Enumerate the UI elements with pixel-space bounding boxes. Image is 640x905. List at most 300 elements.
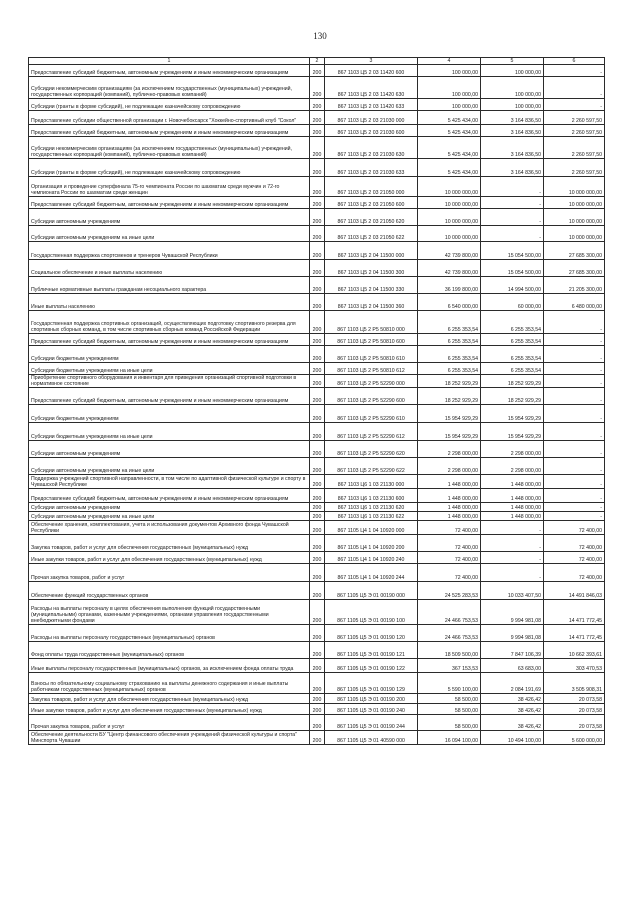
- row-value-col5: 38 426,42: [481, 694, 544, 704]
- table-row: [29, 659, 605, 673]
- row-code: 200: [310, 226, 325, 242]
- row-kbk-code: 867 1105 Ц4 1 04 10920 244: [325, 564, 418, 582]
- row-value-col5: 6 255 353,54: [481, 334, 544, 346]
- row-value-col4: 16 094 100,00: [418, 731, 481, 745]
- row-kbk-code: 867 1103 Ц5 2 04 11500 000: [325, 242, 418, 260]
- row-kbk-code: 867 1105 Ц5 Э 01 00190 000: [325, 582, 418, 600]
- row-value-col4: 10 000 000,00: [418, 177, 481, 197]
- row-kbk-code: 867 1103 Ц5 2 Р5 50810 600: [325, 334, 418, 346]
- row-value-col4: 42 739 800,00: [418, 242, 481, 260]
- row-name: Субсидии автономным учреждениям на иные цели: [29, 226, 310, 242]
- header-col-5: 5: [481, 58, 544, 65]
- row-value-col4: 6 540 000,00: [418, 294, 481, 311]
- row-name: Фонд оплаты труда государственных (муниципальных) органов: [29, 642, 310, 659]
- table-row: [29, 277, 605, 294]
- row-kbk-code: 867 1103 Ц5 2 03 21050 000: [325, 177, 418, 197]
- row-kbk-code: 867 1105 Ц4 1 04 10920 200: [325, 535, 418, 552]
- row-value-col4: 5 425 434,00: [418, 159, 481, 177]
- table-row: [29, 475, 605, 489]
- row-kbk-code: 867 1103 Ц5 2 Р5 50810 610: [325, 346, 418, 363]
- row-value-col5: 38 426,42: [481, 715, 544, 731]
- row-value-col5: 9 994 981,08: [481, 600, 544, 625]
- row-code: 200: [310, 564, 325, 582]
- row-name: Государственная поддержка спортивных организаций, осуществляющих подготовку спортивного резерва для спортивных сборных команд, в том числе спортивных сборных команд Российской Федерации: [29, 311, 310, 334]
- table-body: [29, 58, 605, 745]
- header-col-3: 3: [325, 58, 418, 65]
- table-row: [29, 512, 605, 521]
- row-value-col5: 100 000,00: [481, 77, 544, 99]
- row-value-col5: 15 954 929,29: [481, 423, 544, 441]
- row-name: Субсидии автономным учреждениям: [29, 503, 310, 512]
- row-code: 200: [310, 375, 325, 388]
- row-name: Обеспечение деятельности БУ "Центр финансового обеспечения учреждений физической культуры и спорта" Минспорта Чувашии: [29, 731, 310, 745]
- row-name: Расходы на выплаты персоналу государственных (муниципальных) органов: [29, 625, 310, 642]
- row-code: 200: [310, 731, 325, 745]
- row-value-col6: 14 471 772,45: [544, 625, 605, 642]
- row-value-col5: 2 084 191,69: [481, 673, 544, 694]
- row-value-col5: 63 683,00: [481, 659, 544, 673]
- row-name: Предоставление субсидий бюджетным, автономным учреждениям и иным некоммерческим организациям: [29, 489, 310, 503]
- row-name: Субсидии некоммерческим организациям (за исключением государственных (муниципальных) учреждений, государственных корпораций (компаний), публично-правовых компаний): [29, 77, 310, 99]
- row-value-col6: 27 685 300,00: [544, 260, 605, 277]
- row-value-col5: 18 252 929,29: [481, 375, 544, 388]
- row-kbk-code: 867 1103 Ц5 2 Р5 52290 612: [325, 423, 418, 441]
- row-value-col4: 5 425 434,00: [418, 137, 481, 159]
- row-kbk-code: 867 1105 Ц4 1 04 10920 000: [325, 521, 418, 535]
- row-value-col4: 100 000,00: [418, 77, 481, 99]
- row-code: 200: [310, 503, 325, 512]
- table-row: [29, 535, 605, 552]
- row-kbk-code: 867 1103 Ц5 2 04 11500 300: [325, 260, 418, 277]
- table-row: [29, 503, 605, 512]
- table-row: [29, 564, 605, 582]
- row-name: Приобретение спортивного оборудования и инвентаря для приведения организаций спортивной подготовки в нормативное состояние: [29, 375, 310, 388]
- row-value-col4: 18 252 929,29: [418, 375, 481, 388]
- row-name: Субсидии бюджетным учреждениям: [29, 405, 310, 423]
- row-name: Предоставление субсидий бюджетным, автономным учреждениям и иным некоммерческим организациям: [29, 388, 310, 405]
- row-kbk-code: 867 1103 Ц5 2 04 11500 360: [325, 294, 418, 311]
- row-code: 200: [310, 334, 325, 346]
- row-name: Субсидии автономным учреждениям на иные цели: [29, 458, 310, 475]
- row-name: Иные выплаты населению: [29, 294, 310, 311]
- row-value-col6: 14 491 846,03: [544, 582, 605, 600]
- table-row: [29, 65, 605, 77]
- row-kbk-code: 867 1103 Ц5 2 03 11420 633: [325, 99, 418, 111]
- row-code: 200: [310, 659, 325, 673]
- row-name: Организация и проведение суперфинала 75-го чемпионата России по шахматам среди мужчин и 72-го чемпионата России по шахматам среди женщин: [29, 177, 310, 197]
- header-col-1: 1: [29, 58, 310, 65]
- row-value-col6: 72 400,00: [544, 564, 605, 582]
- row-value-col6: 6 480 000,00: [544, 294, 605, 311]
- table-row: [29, 334, 605, 346]
- row-code: 200: [310, 535, 325, 552]
- row-value-col6: 10 000 000,00: [544, 209, 605, 226]
- row-value-col6: -: [544, 441, 605, 458]
- row-name: Обеспечение функций государственных органов: [29, 582, 310, 600]
- table-row: [29, 731, 605, 745]
- row-name: Предоставление субсидий бюджетным, автономным учреждениям и иным некоммерческим организациям: [29, 65, 310, 77]
- row-code: 200: [310, 294, 325, 311]
- row-code: 200: [310, 625, 325, 642]
- row-value-col4: 6 255 353,54: [418, 311, 481, 334]
- row-value-col6: -: [544, 334, 605, 346]
- row-value-col5: 100 000,00: [481, 65, 544, 77]
- row-value-col4: 72 400,00: [418, 552, 481, 564]
- row-value-col6: 21 205 300,00: [544, 277, 605, 294]
- row-kbk-code: 867 1103 Ц5 2 Р5 50810 612: [325, 363, 418, 375]
- row-name: Субсидии автономным учреждениям на иные цели: [29, 512, 310, 521]
- row-value-col4: 6 255 353,54: [418, 346, 481, 363]
- table-row: [29, 197, 605, 209]
- row-value-col6: 20 073,58: [544, 694, 605, 704]
- row-kbk-code: 867 1103 Ц5 2 03 21050 622: [325, 226, 418, 242]
- row-kbk-code: 867 1105 Ц5 Э 01 40590 000: [325, 731, 418, 745]
- table-row: [29, 99, 605, 111]
- row-name: Поддержка учреждений спортивной направленности, в том числе по адаптивной физической культуре и спорту в Чувашской Республике: [29, 475, 310, 489]
- row-name: Предоставление субсидий бюджетным, автономным учреждениям и иным некоммерческим организациям: [29, 334, 310, 346]
- row-value-col6: 72 400,00: [544, 535, 605, 552]
- row-value-col5: 6 255 353,54: [481, 346, 544, 363]
- row-kbk-code: 867 1103 Ц5 2 04 11500 330: [325, 277, 418, 294]
- row-kbk-code: 867 1105 Ц5 Э 01 00190 240: [325, 704, 418, 715]
- header-col-6: 6: [544, 58, 605, 65]
- row-value-col6: 303 470,53: [544, 659, 605, 673]
- row-name: Субсидии (гранты в форме субсидий), не подлежащие казначейскому сопровождению: [29, 99, 310, 111]
- row-value-col6: -: [544, 458, 605, 475]
- table-row: [29, 423, 605, 441]
- row-kbk-code: 867 1103 Ц5 2 Р5 52290 000: [325, 375, 418, 388]
- row-code: 200: [310, 512, 325, 521]
- header-col-2: 2: [310, 58, 325, 65]
- table-row: [29, 159, 605, 177]
- header-col-4: 4: [418, 58, 481, 65]
- table-row: [29, 177, 605, 197]
- row-value-col5: 100 000,00: [481, 99, 544, 111]
- row-code: 200: [310, 260, 325, 277]
- table-row: [29, 260, 605, 277]
- row-value-col4: 10 000 000,00: [418, 209, 481, 226]
- row-name: Субсидии бюджетным учреждениям: [29, 346, 310, 363]
- table-row: [29, 521, 605, 535]
- row-value-col6: 10 000 000,00: [544, 197, 605, 209]
- row-code: 200: [310, 441, 325, 458]
- row-value-col5: 15 054 500,00: [481, 260, 544, 277]
- table-row: [29, 346, 605, 363]
- row-value-col5: -: [481, 564, 544, 582]
- row-code: 200: [310, 694, 325, 704]
- row-code: 200: [310, 475, 325, 489]
- row-name: Обеспечение хранения, комплектования, учета и использования документов Архивного фонда Чувашской Республики: [29, 521, 310, 535]
- table-row: [29, 137, 605, 159]
- row-kbk-code: 867 1103 Ц5 2 03 21030 633: [325, 159, 418, 177]
- row-code: 200: [310, 521, 325, 535]
- row-value-col6: -: [544, 311, 605, 334]
- row-kbk-code: 867 1103 Ц5 2 03 21030 000: [325, 111, 418, 125]
- row-kbk-code: 867 1103 Ц5 2 03 21030 630: [325, 137, 418, 159]
- row-value-col6: -: [544, 99, 605, 111]
- row-value-col4: 2 298 000,00: [418, 458, 481, 475]
- row-value-col5: 1 448 000,00: [481, 512, 544, 521]
- row-value-col6: -: [544, 489, 605, 503]
- row-value-col5: 60 000,00: [481, 294, 544, 311]
- row-code: 200: [310, 582, 325, 600]
- row-value-col5: -: [481, 552, 544, 564]
- row-value-col4: 100 000,00: [418, 65, 481, 77]
- row-kbk-code: 867 1103 Ц5 2 Р5 52290 600: [325, 388, 418, 405]
- row-value-col4: 15 954 929,29: [418, 423, 481, 441]
- row-name: Прочая закупка товаров, работ и услуг: [29, 715, 310, 731]
- row-value-col5: 18 252 929,29: [481, 388, 544, 405]
- row-code: 200: [310, 423, 325, 441]
- row-code: 200: [310, 704, 325, 715]
- row-value-col4: 24 466 753,53: [418, 625, 481, 642]
- row-value-col5: 38 426,42: [481, 704, 544, 715]
- row-value-col5: 2 298 000,00: [481, 441, 544, 458]
- row-kbk-code: 867 1105 Ц5 Э 01 00190 129: [325, 673, 418, 694]
- row-value-col5: -: [481, 197, 544, 209]
- row-code: 200: [310, 346, 325, 363]
- row-value-col5: 9 994 981,08: [481, 625, 544, 642]
- row-value-col6: 20 073,58: [544, 704, 605, 715]
- table-row: [29, 552, 605, 564]
- row-value-col4: 2 298 000,00: [418, 441, 481, 458]
- row-value-col4: 42 739 800,00: [418, 260, 481, 277]
- row-value-col6: 10 000 000,00: [544, 226, 605, 242]
- row-value-col5: 15 954 929,29: [481, 405, 544, 423]
- row-value-col5: 1 448 000,00: [481, 475, 544, 489]
- table-row: [29, 715, 605, 731]
- row-value-col6: -: [544, 375, 605, 388]
- row-value-col6: -: [544, 388, 605, 405]
- row-name: Закупка товаров, работ и услуг для обеспечения государственных (муниципальных) нужд: [29, 694, 310, 704]
- row-value-col4: 5 590 100,00: [418, 673, 481, 694]
- row-kbk-code: 867 1105 Ц5 Э 01 00190 200: [325, 694, 418, 704]
- row-value-col5: -: [481, 535, 544, 552]
- row-kbk-code: 867 1103 Ц5 2 Р5 52290 610: [325, 405, 418, 423]
- row-value-col6: 20 073,58: [544, 715, 605, 731]
- row-value-col4: 58 500,00: [418, 704, 481, 715]
- table-row: [29, 226, 605, 242]
- row-name: Субсидии бюджетным учреждениям на иные цели: [29, 363, 310, 375]
- row-value-col4: 6 255 353,54: [418, 334, 481, 346]
- row-code: 200: [310, 99, 325, 111]
- table-row: [29, 294, 605, 311]
- row-value-col5: -: [481, 521, 544, 535]
- row-value-col6: 5 600 000,00: [544, 731, 605, 745]
- row-value-col5: 3 164 836,50: [481, 111, 544, 125]
- row-code: 200: [310, 177, 325, 197]
- row-value-col6: -: [544, 77, 605, 99]
- row-value-col5: 1 448 000,00: [481, 503, 544, 512]
- table-row: [29, 642, 605, 659]
- table-row: [29, 694, 605, 704]
- row-value-col5: 15 054 500,00: [481, 242, 544, 260]
- row-kbk-code: 867 1105 Ц5 Э 01 00190 122: [325, 659, 418, 673]
- row-code: 200: [310, 388, 325, 405]
- row-value-col6: -: [544, 405, 605, 423]
- row-value-col5: 10 033 407,50: [481, 582, 544, 600]
- table-row: [29, 600, 605, 625]
- row-value-col4: 1 448 000,00: [418, 512, 481, 521]
- row-value-col4: 72 400,00: [418, 521, 481, 535]
- row-code: 200: [310, 242, 325, 260]
- row-code: 200: [310, 715, 325, 731]
- row-name: Субсидии некоммерческим организациям (за исключением государственных (муниципальных) учреждений, государственных корпораций (компаний), публично-правовых компаний): [29, 137, 310, 159]
- row-code: 200: [310, 405, 325, 423]
- row-name: Субсидии (гранты в форме субсидий), не подлежащие казначейскому сопровождению: [29, 159, 310, 177]
- table-row: [29, 111, 605, 125]
- row-code: 200: [310, 159, 325, 177]
- row-code: 200: [310, 65, 325, 77]
- row-value-col5: -: [481, 177, 544, 197]
- row-kbk-code: 867 1103 Ц6 1 03 21130 622: [325, 512, 418, 521]
- row-value-col5: 3 164 836,50: [481, 125, 544, 137]
- row-code: 200: [310, 363, 325, 375]
- row-value-col5: -: [481, 226, 544, 242]
- row-value-col4: 72 400,00: [418, 564, 481, 582]
- row-value-col5: 7 847 106,39: [481, 642, 544, 659]
- row-name: Иные выплаты персоналу государственных (муниципальных) органов, за исключением фонда оплаты труда: [29, 659, 310, 673]
- row-value-col5: -: [481, 209, 544, 226]
- table-row: [29, 209, 605, 226]
- table-row: [29, 458, 605, 475]
- row-value-col4: 1 448 000,00: [418, 475, 481, 489]
- row-code: 200: [310, 489, 325, 503]
- table-row: [29, 311, 605, 334]
- row-value-col6: 2 260 597,50: [544, 125, 605, 137]
- table-row: [29, 582, 605, 600]
- row-value-col4: 58 500,00: [418, 715, 481, 731]
- row-value-col4: 6 255 353,54: [418, 363, 481, 375]
- row-name: Взносы по обязательному социальному страхованию на выплаты денежного содержания и иные выплаты работникам государственных (муниципальных) органов: [29, 673, 310, 694]
- row-value-col5: 2 298 000,00: [481, 458, 544, 475]
- page-number: 130: [313, 31, 327, 41]
- row-value-col6: 2 260 597,50: [544, 137, 605, 159]
- table-row: [29, 405, 605, 423]
- row-value-col5: 10 494 100,00: [481, 731, 544, 745]
- table-row: [29, 441, 605, 458]
- row-value-col4: 1 448 000,00: [418, 503, 481, 512]
- row-name: Публичные нормативные выплаты гражданам несоциального характера: [29, 277, 310, 294]
- row-value-col6: -: [544, 503, 605, 512]
- row-code: 200: [310, 209, 325, 226]
- row-value-col5: 14 994 500,00: [481, 277, 544, 294]
- row-value-col6: 2 260 597,50: [544, 159, 605, 177]
- row-code: 200: [310, 642, 325, 659]
- row-value-col4: 15 954 929,29: [418, 405, 481, 423]
- table-row: [29, 77, 605, 99]
- row-value-col6: -: [544, 512, 605, 521]
- row-value-col5: 3 164 836,50: [481, 159, 544, 177]
- row-name: Иные закупки товаров, работ и услуг для обеспечения государственных (муниципальных) нужд: [29, 552, 310, 564]
- row-code: 200: [310, 600, 325, 625]
- row-kbk-code: 867 1105 Ц5 Э 01 00190 244: [325, 715, 418, 731]
- row-value-col6: -: [544, 423, 605, 441]
- row-name: Иные закупки товаров, работ и услуг для обеспечения государственных (муниципальных) нужд: [29, 704, 310, 715]
- row-value-col4: 24 525 283,53: [418, 582, 481, 600]
- row-name: Предоставление субсидии общественной организации г. Новочебоксарск "Хоккейно-спортивный клуб "Сокол": [29, 111, 310, 125]
- row-code: 200: [310, 673, 325, 694]
- row-name: Социальное обеспечение и иные выплаты населению: [29, 260, 310, 277]
- row-name: Субсидии автономным учреждениям: [29, 441, 310, 458]
- row-value-col4: 36 199 800,00: [418, 277, 481, 294]
- row-name: Субсидии бюджетным учреждениям на иные цели: [29, 423, 310, 441]
- row-value-col5: 6 255 353,54: [481, 311, 544, 334]
- row-kbk-code: 867 1105 Ц5 Э 01 00190 100: [325, 600, 418, 625]
- row-value-col4: 10 000 000,00: [418, 226, 481, 242]
- row-value-col5: 3 164 836,50: [481, 137, 544, 159]
- budget-execution-table: [28, 57, 605, 745]
- row-value-col6: 14 471 772,45: [544, 600, 605, 625]
- table-row: [29, 625, 605, 642]
- row-value-col6: 72 400,00: [544, 552, 605, 564]
- row-code: 200: [310, 77, 325, 99]
- row-name: Расходы на выплаты персоналу в целях обеспечения выполнения функций государственными (муниципальными) органами, казенными учреждениями, органами управления государственными внебюджетными фондами: [29, 600, 310, 625]
- row-value-col6: -: [544, 363, 605, 375]
- row-value-col6: 10 662 393,61: [544, 642, 605, 659]
- row-name: Предоставление субсидий бюджетным, автономным учреждениям и иным некоммерческим организациям: [29, 125, 310, 137]
- row-value-col4: 58 500,00: [418, 694, 481, 704]
- table-row: [29, 704, 605, 715]
- row-value-col4: 24 466 753,53: [418, 600, 481, 625]
- row-value-col4: 1 448 000,00: [418, 489, 481, 503]
- row-code: 200: [310, 277, 325, 294]
- row-name: Субсидии автономным учреждениям: [29, 209, 310, 226]
- row-value-col4: 5 425 434,00: [418, 125, 481, 137]
- row-value-col6: -: [544, 65, 605, 77]
- row-kbk-code: 867 1103 Ц5 2 03 21050 620: [325, 209, 418, 226]
- row-kbk-code: 867 1103 Ц6 1 03 21130 600: [325, 489, 418, 503]
- row-kbk-code: 867 1103 Ц5 2 Р5 52290 620: [325, 441, 418, 458]
- row-code: 200: [310, 137, 325, 159]
- row-name: Государственная поддержка спортсменов и тренеров Чувашской Республики: [29, 242, 310, 260]
- row-value-col5: 6 255 353,54: [481, 363, 544, 375]
- row-value-col4: 367 153,53: [418, 659, 481, 673]
- row-code: 200: [310, 111, 325, 125]
- row-code: 200: [310, 125, 325, 137]
- row-kbk-code: 867 1103 Ц5 2 03 11420 600: [325, 65, 418, 77]
- row-kbk-code: 867 1105 Ц4 1 04 10920 240: [325, 552, 418, 564]
- row-name: Закупка товаров, работ и услуг для обеспечения государственных (муниципальных) нужд: [29, 535, 310, 552]
- table-row: [29, 242, 605, 260]
- row-kbk-code: 867 1103 Ц6 1 03 21130 620: [325, 503, 418, 512]
- row-value-col6: -: [544, 475, 605, 489]
- table-row: [29, 388, 605, 405]
- row-name: Прочая закупка товаров, работ и услуг: [29, 564, 310, 582]
- row-name: Предоставление субсидий бюджетным, автономным учреждениям и иным некоммерческим организациям: [29, 197, 310, 209]
- row-kbk-code: 867 1103 Ц5 2 Р5 52290 622: [325, 458, 418, 475]
- row-code: 200: [310, 311, 325, 334]
- table-header-row: [29, 58, 605, 65]
- row-value-col4: 10 000 000,00: [418, 197, 481, 209]
- row-kbk-code: 867 1105 Ц5 Э 01 00190 121: [325, 642, 418, 659]
- table-row: [29, 363, 605, 375]
- row-kbk-code: 867 1103 Ц5 2 03 11420 630: [325, 77, 418, 99]
- row-value-col6: 2 260 597,50: [544, 111, 605, 125]
- row-value-col6: 3 505 908,31: [544, 673, 605, 694]
- row-kbk-code: 867 1103 Ц5 2 Р5 50810 000: [325, 311, 418, 334]
- row-code: 200: [310, 552, 325, 564]
- row-value-col6: 10 000 000,00: [544, 177, 605, 197]
- row-value-col5: 1 448 000,00: [481, 489, 544, 503]
- table-row: [29, 375, 605, 388]
- row-value-col4: 72 400,00: [418, 535, 481, 552]
- row-code: 200: [310, 458, 325, 475]
- row-value-col4: 5 425 434,00: [418, 111, 481, 125]
- row-value-col6: 72 400,00: [544, 521, 605, 535]
- row-code: 200: [310, 197, 325, 209]
- row-value-col4: 100 000,00: [418, 99, 481, 111]
